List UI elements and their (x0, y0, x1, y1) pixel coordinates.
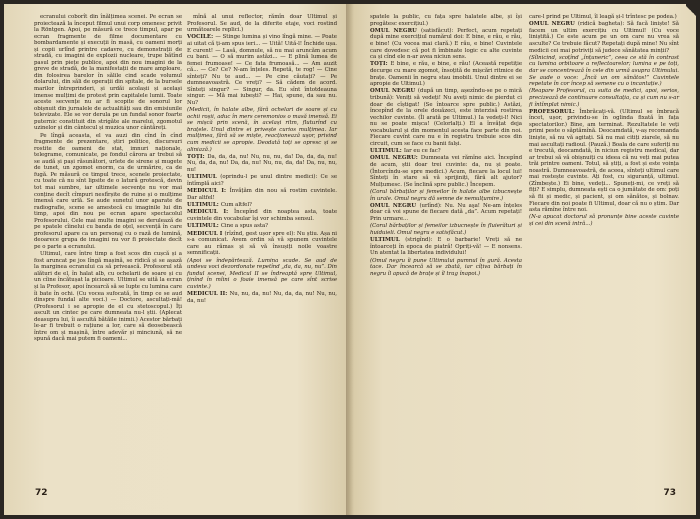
speaker-name: ULTIMUL (187, 174, 221, 181)
dialogue-line (370, 148, 522, 155)
stage-direction: (Corul bărbaților și femeilor în halate albe izbucnește în urale. Omul negru dă semne de nemulțumire.) (370, 189, 522, 202)
stage-direction: (Corul bărbaților și femeilor izbucnește în fluierături și huiduieli. Omul negru e satisfăcut.) (370, 223, 522, 236)
paragraph: Ultimul, care între timp a fost scos din cușcă și a fost aruncat pe jos lîngă mașină, se ridică și se așază la marginea ecranului ca să privească. Profesorul stă alături de el, în halat alb, cu ochelarii de soare și cu un cîine încătușat la picioare. Ultimul se uită la ecran și la Profesor, apoi încearcă să se lupte cu lumina care îi bate în ochi. (Cu vocea sufocată, în timp ce se aud dinspre fundal alte voci.) — Doctore, ascultați-mă! (Profesorul i se apropie de el cu stetoscopul.) Îți ascult un cintec pe care dumneata nu-l știi. (Aplecat deasupra lui, îi ascultă bătăile inimii.) Acestor bărbați le-ar fi trebuit o rațiune a lor, care să deosebească între om și mașină, între adevăr și minciună, să ne spună dacă mai putem fi oameni... (34, 251, 182, 343)
page-number-left: 72 (35, 488, 48, 498)
dialogue-line (370, 88, 522, 147)
dialogue-line (187, 291, 337, 304)
dialogue-text: Da, da, da, nu! Nu, nu, nu, da! Da, da, da, nu! Nu, da, da, nu! Da, da, nu! Nu, nu, da, da! Da, nu, nu, nu! (187, 153, 337, 173)
speaker-name: OMUL NEGRU (370, 27, 422, 34)
dialogue-line (187, 223, 337, 230)
stage-direction: (Omul negru îi pune Ultimului pumnul în gură. Acesta tace. Dar încearcă să se zbată, iar cîțiva bărbați în negru îl apucă de brațe și îl trag înapoi.) (370, 257, 522, 277)
dialogue-line (529, 21, 679, 54)
speaker-name: ULTIMUL: (187, 202, 221, 209)
speaker-name: OMUL NEGRU (370, 88, 418, 95)
page-number-right: 73 (663, 488, 676, 498)
dialogue-text: (satisfăcut): Perfect, acum repetați după mine exercițiul numărul doi: E bine, e rău, e rău, e bine! (Cu vocea mai clară.) E rău, e bine! Cuvintele care dovedesc că pot fi îmbinate logic cu alte cuvinte ca și cînd ele n-ar avea niciun sens. (370, 27, 522, 61)
speaker-name: PROFESORUL: (529, 108, 580, 115)
dialogue-text: (strigînd): E o barbarie! Vreți să ne întoarceți în epoca de piatră! Opriți-vă! — E nonsens. Un atentat la libertatea individului! (370, 237, 522, 257)
speaker-name: MEDICUL I: (187, 188, 230, 195)
dialogue-text: Dumneata vei rămîne aici. Începînd de acum, știi doar trei cuvinte: da, nu și poate. (Întorcîndu-se spre medici.) Acum, fiecare la locul lui! Sînteți în stare să vă sprijiniți, fără alt ajutor? Mulțumesc. (Se înclină spre public.) Începem. (370, 155, 522, 188)
speaker-name: OMUL NEGRU (370, 202, 420, 209)
dialogue-text: (ridică bagheta): Să facă liniște! Să facem un ultim exercițiu cu Ultimul! (Cu voce liniștită.) Ce este acum pe un om care nu vrea să asculte? Ce trebuie făcut? Repetați după mine! Nu sînt medicii cei mai potriviți să judece sănătatea minții? (529, 21, 680, 54)
speaker-name: MEDICUL II: (187, 291, 230, 298)
dialogue-text: (rîzînd, gest ușor spre el): Nu știu. Așa ni s-a comunicat. Avem ordin să vă spunem cuvintele care au rămas și să vă însușiți noile voastre semnificații. (187, 230, 337, 257)
left-page (4, 4, 348, 515)
dialogue-text: (urlînd): Nu. Nu aşa! Ne-am înțeles doar că voi spune de fiecare dată „da”. Acum repetați! Prin urmare... (370, 202, 522, 222)
dialogue-line (187, 202, 337, 209)
dialogue-line (370, 155, 522, 188)
paragraph: spatele la public, cu fața spre halatele albe, și își pregătesc exercițiul.) (370, 14, 522, 27)
dialogue-line (370, 61, 522, 87)
paragraph: mînă al unui reflector, rămîn doar Ultimul și Profesorul. Se aud, de la diferite etaje, voci rostind următoarele replici.) (187, 14, 337, 34)
dialogue-line (187, 174, 337, 187)
speaker-name: ULTIMUL: (187, 223, 221, 230)
dialogue-line (370, 203, 522, 223)
stage-direction: (N-a apucat doctorul să pronunțe bine aceste cuvinte și cei din scenă intră...) (529, 214, 679, 227)
right-page (348, 4, 696, 515)
dialogue-text: E bine, e rău, e bine, e rău! (Această repetiție decurge cu mare zgomot, însoțită de mișcări ritmice de brațe. Oamenii în negru stau imobili. Unul dintre ei se apropie de Ultimul.) (370, 61, 522, 88)
speaker-name: MEDICUL I: (187, 209, 235, 216)
dialogue-line (187, 231, 337, 257)
dialogue-line (187, 154, 337, 174)
dialogue-text: Cum altfel? (220, 202, 252, 209)
dialogue-text: Îmbrăcați-vă. (Ultimul se îmbracă încet, ușor, privindu-se în oglinda fixată în fața spectatorilor.) Bine, am terminat. Rezultatele le veți primi peste o săptămînă. Deocamdată, v-aș recomanda liniște, să nu vă agitați. Să nu mai citiți ziarele, să nu mai ascultați radioul. (Pauză.) Boala de care suferiți nu e trecută, deocamdată, în niciun registru medical, dar ar trebui să vă obișnuiți cu ideea că nu veți mai putea trăi printre oameni. Totul, să știți, a fost și este voința noastră. Dumneavoastră, de aceea, sînteți ultimul care mai rostește cuvinte. Ați fost, cu siguranță, ultimul. (Zîmbește.) Ei bine, vedeți... Spuneți-mi, ce vreți să fiți? E simplu, dumneata ești ca o jumătate de om: poți să fii și medic, și pacient, și om sănătos, și bolnav. Fiecare din noi poate fi Ultimul, doar că nu o știm. Dar asta rămîne între noi. (529, 108, 680, 214)
speaker-name: TOȚI: (370, 61, 391, 68)
dialogue-line (370, 237, 522, 257)
paragraph: Pe lîngă aceasta, el va auzi din cînd în cînd fragmente de prezentare, știri politice, discursuri rostite de oameni de stat, imnuri naționale, telegrame, comunicate, pe fondul cărora ar trebui să se audă și pași răsunători, urlete de sirene și mugete de tunet, un zgomot enorm, ca de urmărire, ca de fugă. Pe măsură ce timpul trece, scenele proiectate, cu toate că nu sînt lipsite de o latură grotescă, devin tot mai sumbre, iar ultimele secvențe nu vor mai conține decît cîmpuri nesfîrșite de ruine și o mulțime imensă care urlă. Se aude sunetul unor aparate de radiografie, scene se amestecă cu imaginile lui din timp, apoi din nou pe ecran apare spectacolul Profesorului. Cele mai multe imagini se derulează de pe spatele cîinelui cu banda de oțel, secvență în care profesorul apare ca un personaj cu o rază de lumină, deoarece grupa de imagini nu vor fi proiectate decît pe o parte a ecranului. (34, 132, 182, 250)
dialogue-text: Cine a spus asta? (220, 223, 269, 230)
dialogue-text: (oprindu-l pe unul dintre medici): Ce se întîmplă aici? (187, 174, 337, 187)
right-column-1 (370, 14, 522, 278)
paragraph: ecranului coborît din înălțimea scenei. Pe ecran se proiectează la început filmul unui corp omenesc privit la Röntgen. Apoi, pe măsură ce trece timpul, apar pe ecran fragmente de filme documentare cu bombardamente și execuții în masă, cu oameni morți și copii urlînd printre cadavre, cu demonstrații de stradă, cu imagini de explozii nucleare, trupe bătînd pasul prin piețe publice, apoi din nou imagini de la greve de stradă, de la manifestații de mare amploare, din folosirea barelor în sălile cind scade volumul dolarului, din săli de operații din spitale, de la bursele marilor întreprinderi, și urdăi acolașii și același imense mulțimi de protest prin capitalele lumii. Toate aceste secvențe nu ar fi scopite de sonorul lor obișnuit din jurnalele de actualități sau din emisiunile televizate. Ele se vor derula pe un fundal sonor foarte puternic constituit din strigăte ale marelui, zgomotul uzinelor și din cântecul și muzica unor cântăreți. (34, 14, 182, 132)
speaker-name: VOCILE: (187, 34, 216, 41)
page-corner-fold (686, 4, 696, 18)
dialogue-line (370, 28, 522, 61)
stage-direction: (Reapare Profesorul, cu suita de medici, apoi, serios, precizează de continuare consultația, ca și cum nu s-ar fi întîmplat nimic.) (529, 88, 679, 108)
speaker-name: MEDICUL I (187, 230, 225, 237)
speaker-name: OMUL NEGRU (529, 21, 578, 28)
speaker-name: ULTIMUL: (370, 148, 404, 155)
dialogue-text: Nu, nu, da, nu! Nu, da, da, nu! Nu, nu, da, nu! (187, 291, 337, 304)
paragraph: care-l prind pe Ultimul, îl leagă și-l trîntesc pe podea.) (529, 14, 677, 20)
speaker-name: ULTIMUL (370, 237, 406, 244)
right-column-2 (529, 14, 679, 228)
dialogue-text: Învățăm din nou să rostim cuvintele. Dar altfel! (187, 188, 337, 201)
speaker-name: TOȚI: (187, 153, 208, 160)
left-column-2 (187, 14, 337, 305)
dialogue-line (187, 188, 337, 201)
stage-direction: (Medicii, în halate albe, fără ochelari de soare și cu ochii roșii, aduc în mers ceremonios o masă imensă. Ei se mișcă prin scenă, în același ritm, fluturînd cu brațele. Unul dintre ei privește curios mulțimea. Iar mulțimea, fără să se miște, reacționează ușor, privind cum medicii se apropie. Deodată toți se opresc și se aliniază.) (187, 107, 337, 153)
dialogue-line (187, 209, 337, 222)
dialogue-line (529, 109, 679, 214)
speaker-name: OMUL NEGRU: (370, 155, 421, 162)
stage-direction: (Sîlnicind, scoțînd „înțuneric”, ceea ce stă în contrast cu lumina orbitoare a reflectoarelor; lumina e pe toți, dar se concentrează în cele din urmă asupra Ultimului. Se aude o voce: „Încă un om sănătos!” Cuvintele repetate în cor încep să semene cu o incantație.) (529, 54, 679, 88)
book-spread (4, 4, 696, 515)
dialogue-text: (după un timp, așezîndu-se pe o mică tribună): Veniți să vedeți! Nu aveți nimic de pierdut ci doar de cîștigat! (Se întoarce spre public.) Astăzi, începînd de la orele douăzeci, este interzisă rostirea vechilor cuvinte. (Îl arată pe Ultimul.) Ia vedeți-l! Nici nu se poate mișca! (Celorlalți.) El a învățat deja vocabularul și din momentul acesta face parte din noi. Fiecare cuvînt care nu e în registru trebuie scos din circuit, cum se face cu banii falși. (370, 88, 522, 147)
dialogue-text: Începînd din noaptea asta, toate cuvintele din vocabular își vor schimba sensul. (187, 209, 338, 222)
stage-direction: (Apoi se îndepărtează. Lumina scade. Se aud de undeva voci dezordonate repetînd „da, da, nu, nu”. Din fundul scenei, Medicul II se îndreaptă spre Ultimul, ținînd în mîini o foaie imensă pe care sînt scrise cuvinte.) (187, 257, 337, 290)
dialogue-text: — Stinge lumina și vino lîngă mine. — Poate ai uitat că ți-am spus ieri... — Uită! Uită-l! Închide ușa. E curent! — Lasă, domnule, să nu mai aruncăm acum cu bani. — O să murim astăzi... — E plină lumea de femei frumoase! — Ce fata frumoasă... — Am auzit că... — Ce? Ce? N-am înțeles. Repetă, te rog! — Cine sînteți? Nu te aud... — Pe cine căutați? — Pe dumneavoastră. Ce vreți? — Să cădem de acord. Sînteți singur? — Singur, da. Eu sînt întotdeauna singur. — Mă mai iubești? — Hai, spune, da sau nu. Nu? (187, 34, 337, 106)
dialogue-text: Iar eu ce fac? (403, 148, 441, 155)
dialogue-line (187, 34, 337, 106)
left-column-1 (34, 14, 182, 344)
